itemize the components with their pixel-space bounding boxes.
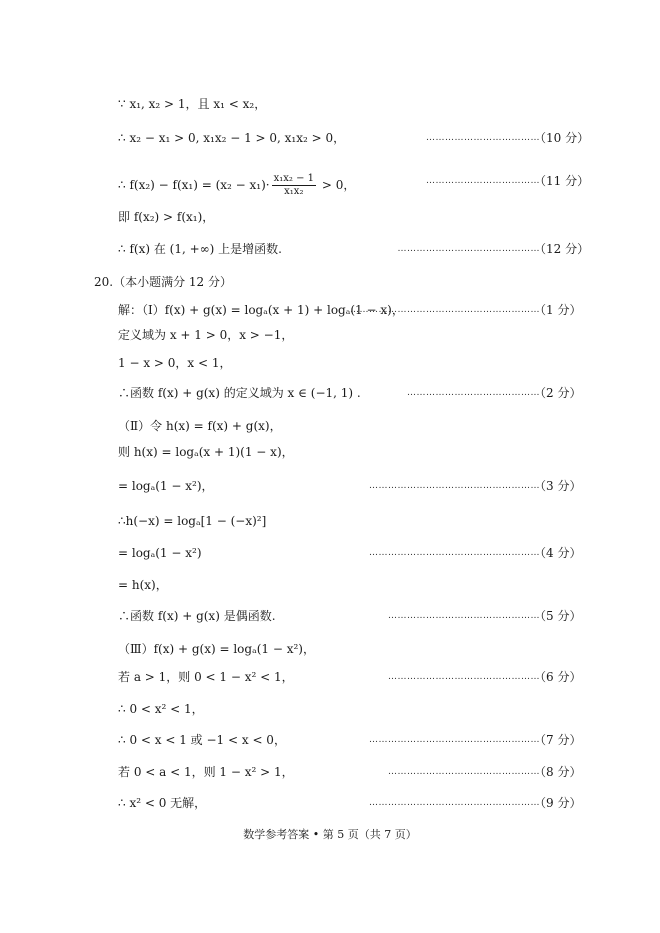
score-label: （4 分） xyxy=(534,546,582,560)
score-label: （6 分） xyxy=(534,670,582,684)
fraction-numerator: x₁x₂ − 1 xyxy=(273,173,315,184)
score-label: （10 分） xyxy=(534,131,590,145)
line-text: 即 f(x₂) > f(x₁)， xyxy=(118,210,215,224)
line-text: = logₐ(1 − x²) xyxy=(118,546,202,560)
line-text: = logₐ(1 − x²)， xyxy=(118,479,214,493)
line-text: 解：（Ⅰ）f(x) + g(x) = logₐ(x + 1) + logₐ(1 − x)， xyxy=(118,303,404,317)
line-text: 20.（本小题满分 12 分） xyxy=(94,275,232,289)
leader-dots: ……………………………………………… xyxy=(369,798,540,808)
score-label: （3 分） xyxy=(534,479,582,493)
line-text: ∴ f(x) 在 (1, +∞) 上是增函数. xyxy=(118,242,282,256)
line-text: 若 a > 1，则 0 < 1 − x² < 1， xyxy=(118,670,294,684)
line-text: ∴ x₂ − x₁ > 0, x₁x₂ − 1 > 0, x₁x₂ > 0， xyxy=(118,131,346,145)
score-label: （8 分） xyxy=(534,765,582,779)
leader-dots: ……………………………………… xyxy=(397,244,540,254)
line-3 xyxy=(118,167,590,197)
page-footer: 数学参考答案 • 第 5 页（共 7 页） xyxy=(243,828,417,841)
score-label: （5 分） xyxy=(534,609,582,623)
line-text: ∴ 0 < x² < 1， xyxy=(118,702,204,716)
line-text: 1 − x > 0，x < 1， xyxy=(118,356,232,370)
line-text: = h(x)， xyxy=(118,578,168,592)
line-text: ∴ x² < 0 无解， xyxy=(118,796,207,810)
line-text: （Ⅱ）令 h(x) = f(x) + g(x)， xyxy=(118,419,282,433)
score-label: （11 分） xyxy=(534,174,590,188)
score-label: （9 分） xyxy=(534,796,582,810)
leader-dots: …………………………………… xyxy=(407,388,540,398)
fraction-denominator: x₁x₂ xyxy=(284,186,304,197)
leader-dots: ……………………………… xyxy=(426,133,540,143)
score-label: （12 分） xyxy=(534,242,590,256)
line-text: 定义域为 x + 1 > 0，x > −1， xyxy=(118,328,294,342)
line-text: ∴函数 f(x) + g(x) 是偶函数. xyxy=(118,609,276,623)
line-text: 若 0 < a < 1，则 1 − x² > 1， xyxy=(118,765,294,779)
line-text xyxy=(118,173,355,198)
equation-left: ∴ f(x₂) − f(x₁) = (x₂ − x₁)· xyxy=(118,178,270,192)
fraction xyxy=(272,173,316,198)
leader-dots: ……………………………… xyxy=(426,176,540,186)
score-label: （7 分） xyxy=(534,733,582,747)
leader-dots: ………………………………………… xyxy=(388,611,540,621)
line-text: ∴ 0 < x < 1 或 −1 < x < 0， xyxy=(118,733,286,747)
line-text: ∵ x₁, x₂ > 1，且 x₁ < x₂， xyxy=(118,97,267,111)
leader-dots: ……………………………………………… xyxy=(369,481,540,491)
score-label: （1 分） xyxy=(534,303,582,317)
line-text: （Ⅲ）f(x) + g(x) = logₐ(1 − x²)， xyxy=(118,642,315,656)
line-text: ∴h(−x) = logₐ[1 − (−x)²] xyxy=(118,514,267,528)
leader-dots: ……………………………………………… xyxy=(369,548,540,558)
leader-dots: ………………………………………… xyxy=(388,672,540,682)
leader-dots: ……………………………………………… xyxy=(369,735,540,745)
line-text: 则 h(x) = logₐ(x + 1)(1 − x)， xyxy=(118,445,294,459)
equation-right: > 0， xyxy=(318,178,356,192)
leader-dots: ………………………………………… xyxy=(388,767,540,777)
leader-dots: …………………………………………………… xyxy=(350,305,540,315)
line-text: ∴函数 f(x) + g(x) 的定义域为 x ∈ (−1, 1) . xyxy=(118,386,361,400)
score-label: （2 分） xyxy=(534,386,582,400)
